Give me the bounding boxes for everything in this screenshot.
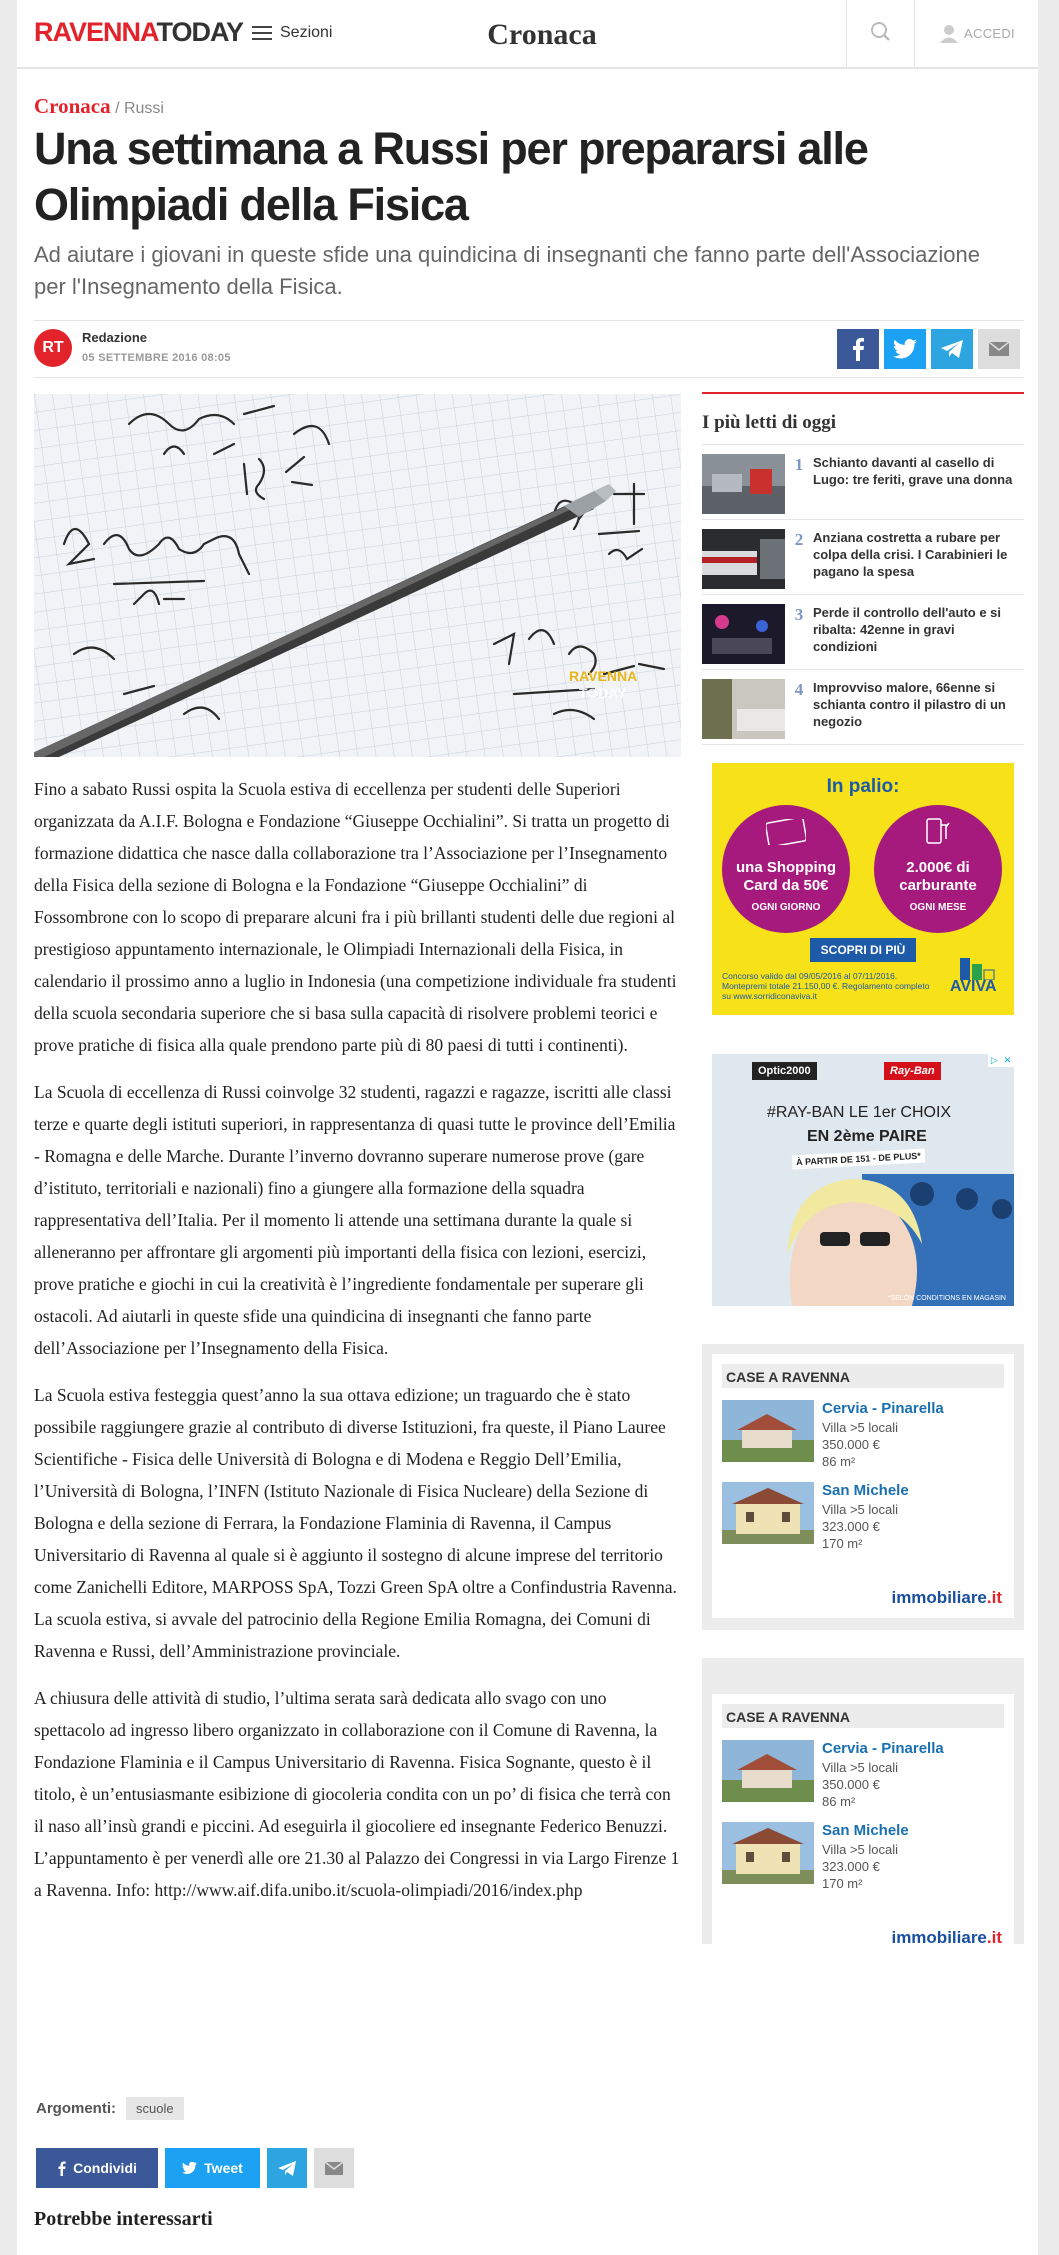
ad-choices-close[interactable] <box>988 1054 1014 1067</box>
listing-place[interactable]: Cervia - Pinarella <box>822 1740 944 1757</box>
ad-headline-2: EN 2ème PAIRE <box>807 1128 927 1145</box>
listing-price: 323.000 € <box>822 1859 880 1874</box>
ad-fine-print: *SELON CONDITIONS EN MAGASIN <box>887 1295 1006 1302</box>
login-label: ACCEDI <box>964 26 1015 41</box>
listing-type: Villa >5 locali <box>822 1420 899 1435</box>
breadcrumb <box>34 94 164 119</box>
ad-offer-left-text: una Shopping Card da 50€ <box>736 859 836 894</box>
most-read-headline: Perde il controllo dell'auto e si ribalta: 42enne in gravi condizioni <box>813 605 1002 654</box>
body-paragraph: La Scuola di eccellenza di Russi coinvolge 32 studenti, ragazzi e ragazze, iscritti alle classi terze e quarte degli istituti superiori, in rappresentanza di quasi tutte le province dell’Emilia - Romagna e delle Marche. Durante l’inverno dovranno superare numerose prove (gare d’istituto, territoriali e nazionali) fino a giungere alla formazione della squadra rappresentativa dell’Italia. Per il momento li attende una settimana durante la quale si alleneranno per affrontare gli argomenti più importanti della fisica con lezioni, esercizi, prove pratiche e giochi in cui la creatività è l’ingrediente fondamentale per superare gli ostacoli. Ad aiutarli in queste sfide una quindicina di insegnanti che fanno parte dell’Associazione per l’Insegnamento della Fisica. <box>34 1082 676 1358</box>
facebook-share-label: Condividi <box>73 2160 137 2176</box>
twitter-share-button[interactable] <box>165 2148 260 2188</box>
facebook-share-button[interactable] <box>36 2148 158 2188</box>
email-share-button[interactable] <box>978 329 1020 369</box>
most-read-headline: Schianto davanti al casello di Lugo: tre feriti, grave una donna <box>813 455 1013 487</box>
most-read-item[interactable] <box>702 670 1024 745</box>
most-read-headline: Improvviso malore, 66enne si schianta contro il pilastro di un negozio <box>813 680 1006 729</box>
rayban-ad-image <box>712 1054 1014 1306</box>
most-read-thumbnail <box>702 529 785 589</box>
ad-brand: AVIVA <box>950 978 997 995</box>
body-paragraph: La Scuola estiva festeggia quest’anno la sua ottava edizione; un traguardo che è stato possibile raggiungere grazie al contributo di diverse Istituzioni, fra queste, il Piano Lauree Scientifiche - Fisica delle Università di Bologna e di Modena e Reggio Dell’Emilia, l’Università di Bologna, l’INFN (Istituto Nazionale di Fisica Nucleare) della Sezione di Bologna e della sezione di Ferrara, la Fondazione Flaminia di Ravenna, il Campus Universitario di Ravenna al quale si è aggiunto il sostegno di alcune imprese del territorio come Zanichelli Editore, MARPOSS SpA, Tozzi Green SpA oltre a Confindustria Ravenna. La scuola estiva, si avvale del patrocinio della Regione Emilia Romagna, dei Comuni di Ravenna e Russi, dell’Amministrazione provinciale. <box>34 1385 677 1661</box>
ad-headline-1: #RAY-BAN LE 1er CHOIX <box>767 1104 952 1121</box>
fuel-pump-icon <box>925 815 951 845</box>
user-icon <box>938 24 960 44</box>
sections-menu-button[interactable] <box>252 19 332 47</box>
share-bar-top <box>837 329 1020 369</box>
real-estate-card <box>712 1354 1014 1618</box>
ad-fine-print: Concorso valido dal 09/05/2016 al 07/11/2016. Montepremi totale 21.150,00 €. Regolamento completo su www.sorridiconaviva.it <box>722 971 930 1001</box>
most-read-title: I più letti di oggi <box>702 392 1024 445</box>
tag-chip[interactable]: scuole <box>126 2097 184 2120</box>
share-bar-bottom <box>36 2148 354 2188</box>
twitter-icon <box>182 2162 197 2174</box>
card-icon <box>766 819 806 845</box>
close-icon[interactable]: ✕ <box>1003 1055 1012 1065</box>
search-button[interactable] <box>846 0 915 67</box>
sections-menu-label: Sezioni <box>280 24 333 41</box>
real-estate-listing[interactable] <box>722 1400 1004 1470</box>
twitter-icon <box>893 339 917 359</box>
body-paragraph: Fino a sabato Russi ospita la Scuola estiva di eccellenza per studenti delle Superiori organizzata da A.I.F. Bologna e Fondazione “Giuseppe Occhialini”. Si tratta un progetto di formazione didattica che nasce dalla collaborazione tra l’Associazione per l’Insegnamento della Fisica della sezione di Bologna e la Fondazione “Giuseppe Occhialini” di Fossombrone con lo scopo di preparare alcuni fra i più brillanti studenti delle due regioni al prestigioso appuntamento internazionale, le Olimpiadi Internazionali della Fisica, in calendario il prossimo anno a luglio in Indonesia (una competizione individuale fra studenti della scuola secondaria superiore che si basa sulla capacità di risolvere problemi teorici e prove pratiche di fisica alla quale prendono parte più di 80 paesi di tutti i continenti). <box>34 779 677 1055</box>
ad-info-icon[interactable]: ▷ <box>990 1055 998 1065</box>
article-hero-image <box>34 394 681 757</box>
listing-type: Villa >5 locali <box>822 1502 899 1517</box>
real-estate-heading: CASE A RAVENNA <box>722 1364 1004 1388</box>
most-read-rank: 3 <box>794 605 804 624</box>
facebook-icon <box>57 2161 66 2176</box>
logo-suffix: .it <box>986 1928 1002 1947</box>
telegram-share-button[interactable] <box>267 2148 307 2188</box>
immobiliare-logo[interactable] <box>891 1588 1002 1608</box>
most-read-thumbnail <box>702 454 785 514</box>
logo-text: immobiliare <box>891 1588 987 1607</box>
top-header <box>17 0 1038 69</box>
most-read-rank: 2 <box>794 530 804 549</box>
logo-suffix: .it <box>986 1588 1002 1607</box>
telegram-icon <box>940 339 964 359</box>
telegram-share-button[interactable] <box>931 329 973 369</box>
listing-price: 323.000 € <box>822 1519 880 1534</box>
ad-offer-fuel <box>874 805 1002 933</box>
aviva-ad-banner[interactable] <box>712 763 1014 1015</box>
listing-size: 170 m² <box>822 1876 863 1891</box>
tags-label: Argomenti: <box>36 2100 116 2117</box>
listing-size: 170 m² <box>822 1536 863 1551</box>
page <box>17 0 1038 2255</box>
listing-size: 86 m² <box>822 1454 856 1469</box>
ad-cta-button[interactable]: SCOPRI DI PIÙ <box>810 938 916 962</box>
real-estate-listing[interactable] <box>722 1822 1004 1892</box>
watermark-line-2: TODAY <box>579 685 627 701</box>
author-name: Redazione <box>82 330 148 345</box>
tags-row <box>36 2097 184 2120</box>
article-subtitle: Ad aiutare i giovani in queste sfide una quindicina di insegnanti che fanno parte dell'Associazione per l'Insegnamento della Fisica. <box>34 242 980 299</box>
logo-part-2: TODAY <box>156 17 244 47</box>
listing-size: 86 m² <box>822 1794 856 1809</box>
listing-type: Villa >5 locali <box>822 1842 899 1857</box>
rayban-logo: Ray-Ban <box>884 1062 941 1080</box>
mail-icon <box>325 2162 343 2175</box>
aviva-logo-icon <box>960 958 996 980</box>
real-estate-listing[interactable] <box>722 1482 1004 1552</box>
real-estate-heading: CASE A RAVENNA <box>722 1704 1004 1728</box>
search-icon <box>847 0 916 67</box>
author-avatar: RT <box>34 329 72 367</box>
article-body <box>34 773 681 1921</box>
divider <box>34 377 1024 378</box>
mail-icon <box>989 342 1009 356</box>
email-share-button[interactable] <box>314 2148 354 2188</box>
most-read-thumbnail <box>702 604 785 664</box>
breadcrumb-category[interactable]: Cronaca <box>34 94 111 118</box>
facebook-share-button[interactable] <box>837 329 879 369</box>
most-read-thumbnail <box>702 679 785 739</box>
rayban-ad-banner[interactable] <box>712 1054 1014 1306</box>
publish-date: 05 SETTEMBRE 2016 08:05 <box>82 352 231 364</box>
most-read-rank: 1 <box>794 455 804 474</box>
listing-place[interactable]: San Michele <box>822 1482 909 1499</box>
twitter-share-button[interactable] <box>884 329 926 369</box>
optic2000-logo: Optic2000 <box>752 1062 817 1080</box>
ad-offer-left-sub: OGNI GIORNO <box>751 902 821 913</box>
ad-price-label: À PARTIR DE 151 - DE PLUS* <box>792 1149 925 1170</box>
most-read-item[interactable] <box>702 445 1024 520</box>
ad-offer-right-text: 2.000€ di carburante <box>899 859 977 894</box>
logo-part-1: RAVENNA <box>34 17 157 47</box>
immobiliare-logo[interactable] <box>891 1928 1002 1948</box>
listing-price: 350.000 € <box>822 1437 880 1452</box>
real-estate-widget <box>702 1344 1024 1630</box>
ad-offer-shopping-card <box>722 805 850 933</box>
related-heading: Potrebbe interessarti <box>34 2208 213 2230</box>
house-photo <box>722 1400 814 1462</box>
math-notes-pen-image <box>34 394 681 757</box>
house-photo <box>722 1740 814 1802</box>
real-estate-listing[interactable] <box>722 1740 1004 1810</box>
facebook-icon <box>851 337 865 361</box>
ad-heading: In palio: <box>826 776 900 797</box>
divider <box>34 320 1024 321</box>
house-photo <box>722 1482 814 1544</box>
listing-type: Villa >5 locali <box>822 1760 899 1775</box>
listing-place[interactable]: San Michele <box>822 1822 909 1839</box>
body-paragraph: A chiusura delle attività di studio, l’ultima serata sarà dedicata allo svago con uno spettacolo ad ingresso libero organizzato in collaborazione con il Comune di Ravenna, la Fondazione Flaminia e il Campus Universitario di Ravenna. Fisica Sognante, questo è il titolo, è un’entusiasmante esibizione di giocoleria condita con un po’ di fisica che terrà con il naso all’insù grandi e piccini. Ad eseguirla il giocoliere ed insegnante Federico Benuzzi. L’appuntamento è per venerdì alle ore 21.30 al Palazzo dei Congressi in via Largo Firenze 1 a Ravenna. Info: http://www.aif.difa.unibo.it/scuola-olimpiadi/2016/index.php <box>34 1688 680 1900</box>
listing-price: 350.000 € <box>822 1777 880 1792</box>
real-estate-widget <box>702 1658 1024 1947</box>
article-title: Una settimana a Russi per prepararsi alle Olimpiadi della Fisica <box>34 123 868 230</box>
house-photo <box>722 1822 814 1884</box>
login-button[interactable] <box>915 0 1038 67</box>
most-read-item[interactable] <box>702 595 1024 670</box>
listing-place[interactable]: Cervia - Pinarella <box>822 1400 944 1417</box>
watermark-line-1: RAVENNA <box>569 668 638 684</box>
twitter-share-label: Tweet <box>204 2160 243 2176</box>
real-estate-card <box>712 1694 1014 1958</box>
sidebar <box>702 392 1024 1947</box>
telegram-icon <box>277 2160 297 2177</box>
most-read-rank: 4 <box>794 680 804 699</box>
most-read-headline: Anziana costretta a rubare per colpa della crisi. I Carabinieri le pagano la spesa <box>813 530 1008 579</box>
hamburger-icon <box>252 26 272 40</box>
most-read-item[interactable] <box>702 520 1024 595</box>
breadcrumb-separator: / <box>115 100 120 117</box>
breadcrumb-sub[interactable]: Russi <box>123 100 164 117</box>
ad-offer-right-sub: OGNI MESE <box>909 902 967 913</box>
section-title: Cronaca <box>487 18 597 51</box>
logo-text: immobiliare <box>891 1928 987 1947</box>
site-logo[interactable] <box>34 17 243 47</box>
